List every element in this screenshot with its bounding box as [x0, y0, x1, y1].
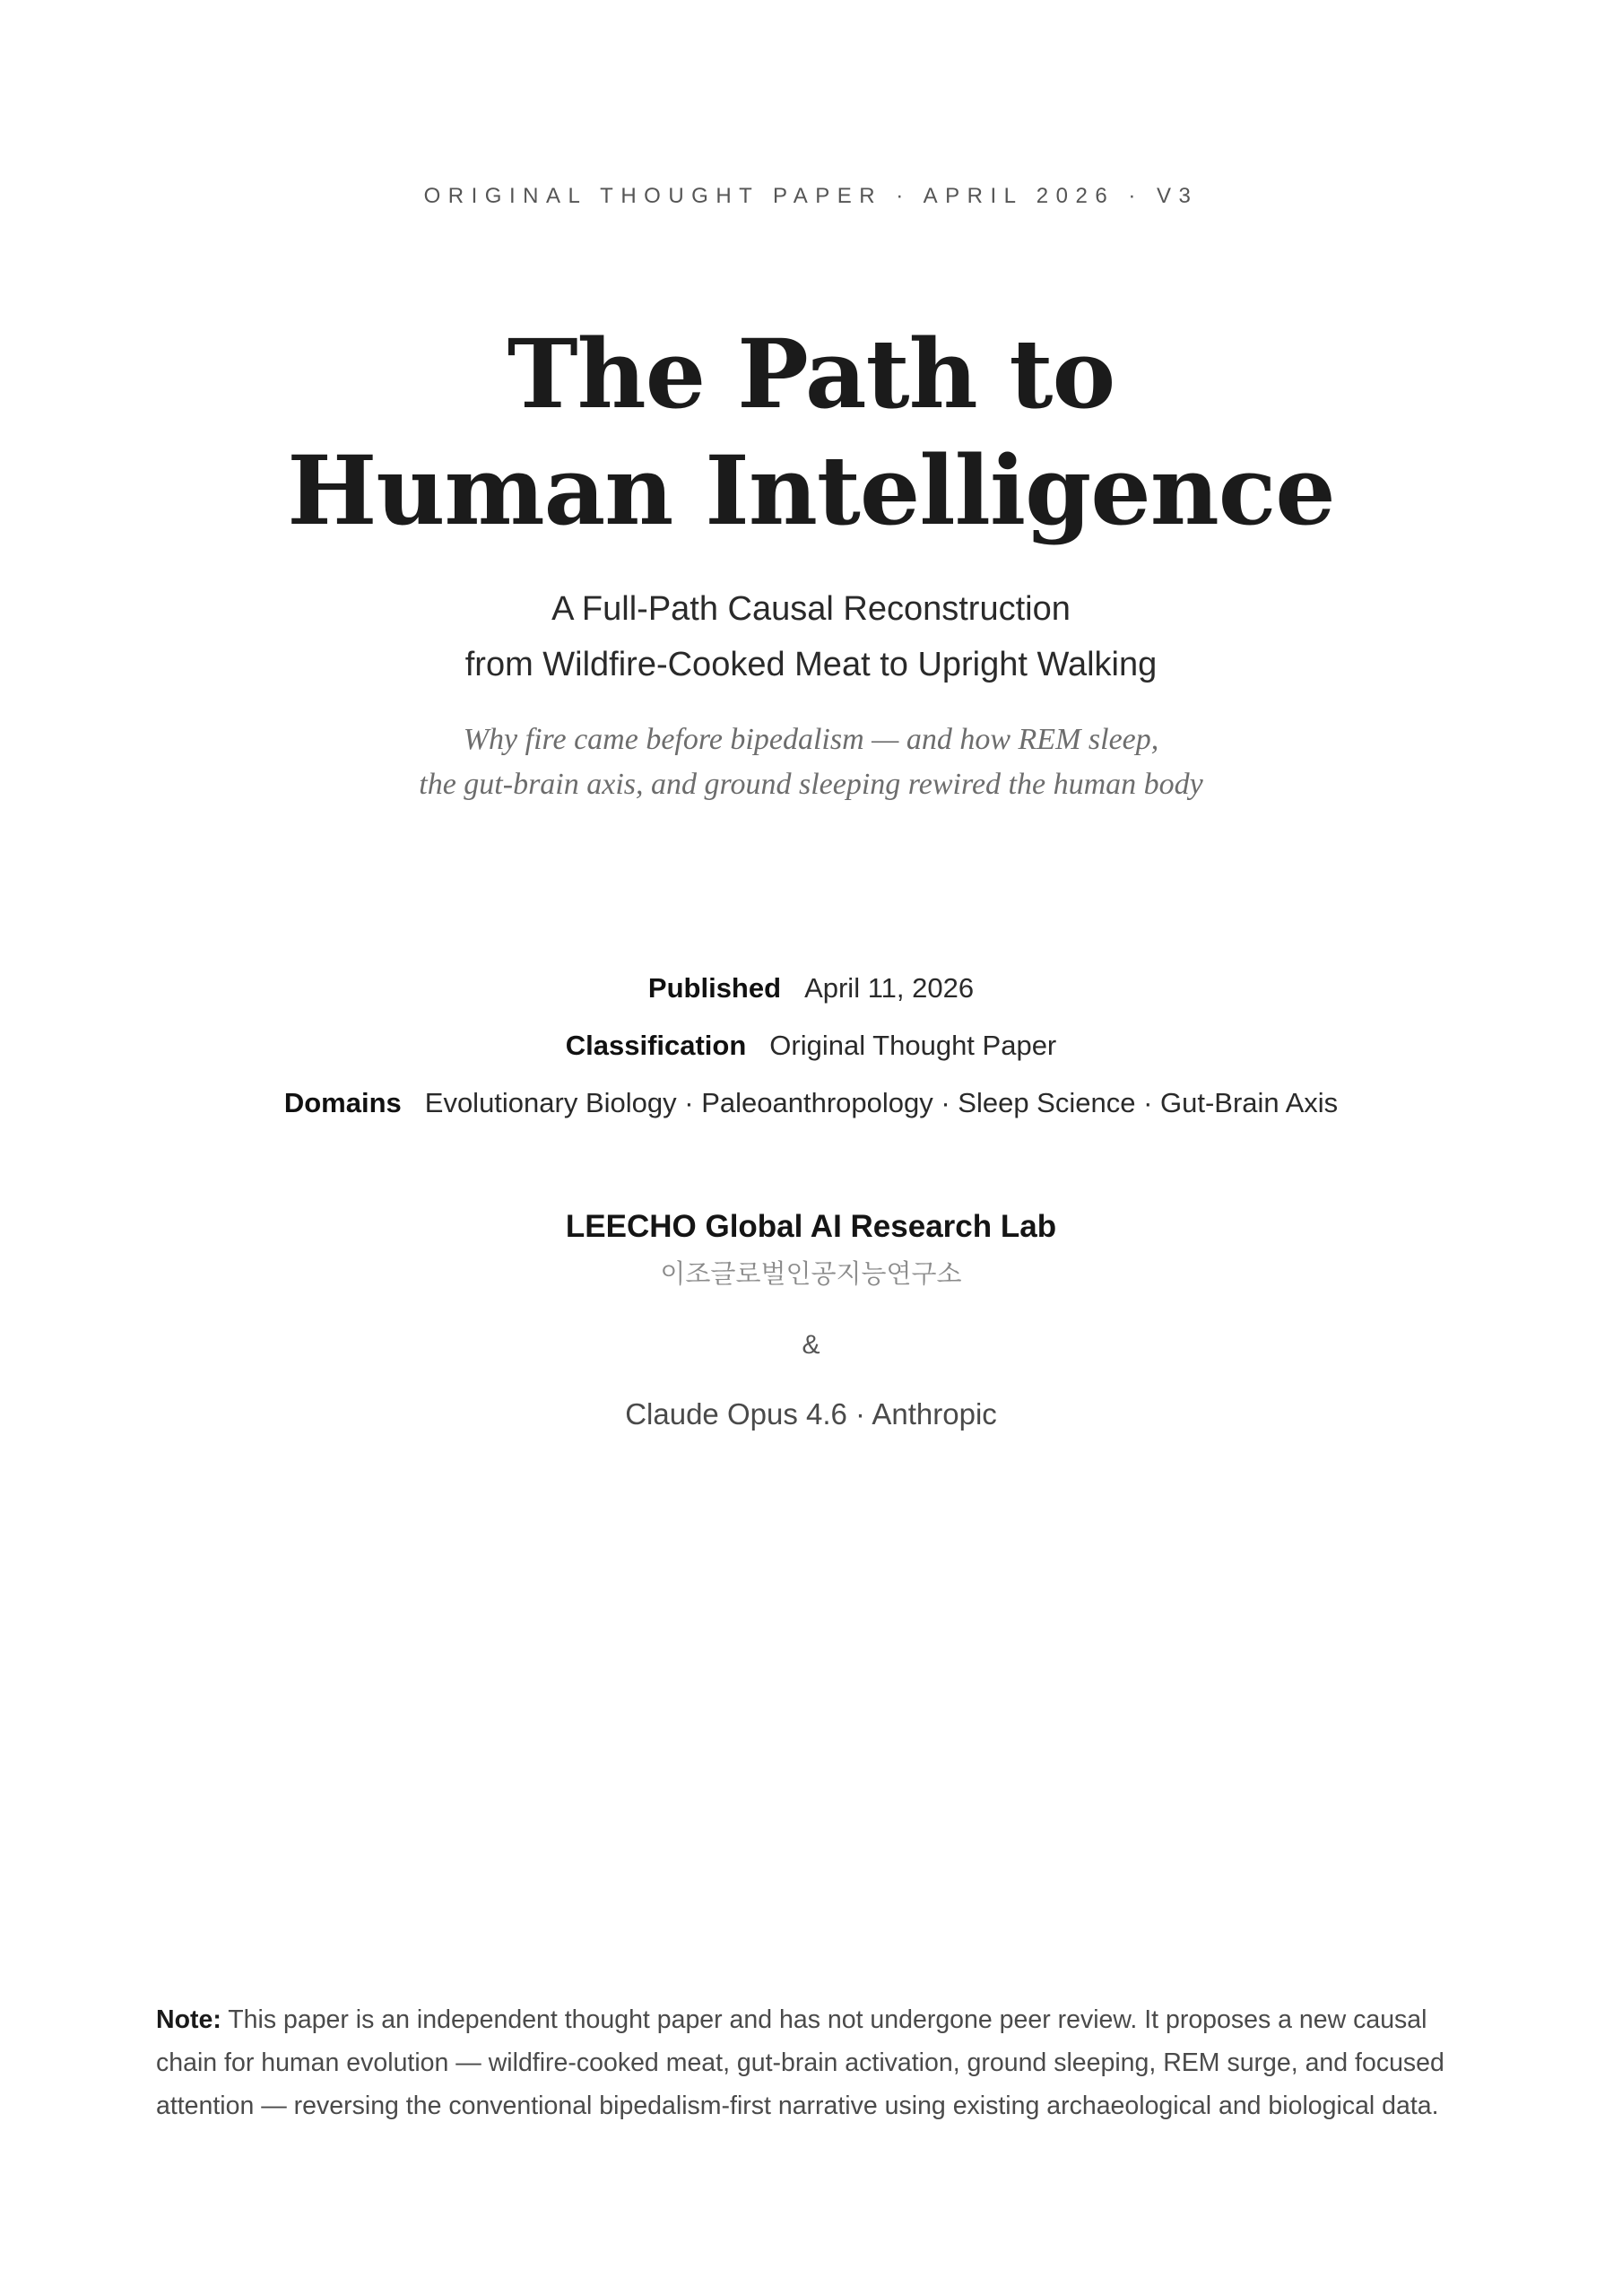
classification-label: Classification: [565, 1030, 747, 1061]
meta-row-classification: [0, 1017, 1622, 1074]
title-line-1: The Path to: [507, 317, 1115, 430]
published-label: Published: [647, 972, 782, 1004]
classification-value: Original Thought Paper: [769, 1030, 1057, 1061]
published-value: April 11, 2026: [804, 972, 975, 1004]
domains-value: Evolutionary Biology · Paleoanthropology · Sleep Science · Gut-Brain Axis: [424, 1087, 1339, 1118]
author-ampersand: &: [802, 1330, 820, 1360]
subtitle-line-1: A Full-Path Causal Reconstruction: [551, 590, 1071, 628]
meta-row-domains: [0, 1074, 1622, 1132]
coauthor: Claude Opus 4.6 · Anthropic: [625, 1397, 997, 1431]
note-label: Note:: [156, 2005, 221, 2034]
title-line-2: Human Intelligence: [287, 434, 1335, 546]
paper-note: [156, 1998, 1483, 2127]
paper-metadata: [0, 960, 1622, 1132]
paper-title: [0, 316, 1622, 549]
note-text: This paper is an independent thought paper and has not undergone peer review. It proposes a new causal chain for human evolution — wildfire-cooked meat, gut-brain activation, ground sleeping, REM surge, and focused attention — reversing the conventional bipedalism-first narrative using existing archaeological and biological data.: [156, 2005, 1444, 2120]
meta-row-published: [0, 960, 1622, 1017]
lab-korean-name: 이조글로벌인공지능연구소: [660, 1258, 962, 1289]
domains-label: Domains: [283, 1087, 402, 1118]
tagline-line-2: the gut-brain axis, and ground sleeping rewired the human body: [419, 768, 1203, 801]
subtitle-line-2: from Wildfire-Cooked Meat to Upright Walking: [464, 646, 1158, 683]
paper-eyebrow: ORIGINAL THOUGHT PAPER · APRIL 2026 · V3: [423, 184, 1199, 208]
paper-tagline: [0, 718, 1622, 807]
paper-subtitle: [0, 581, 1622, 692]
tagline-line-1: Why fire came before bipedalism — and how REM sleep,: [463, 723, 1159, 756]
paper-authors: [0, 1200, 1622, 1437]
lab-name: LEECHO Global AI Research Lab: [565, 1209, 1057, 1244]
